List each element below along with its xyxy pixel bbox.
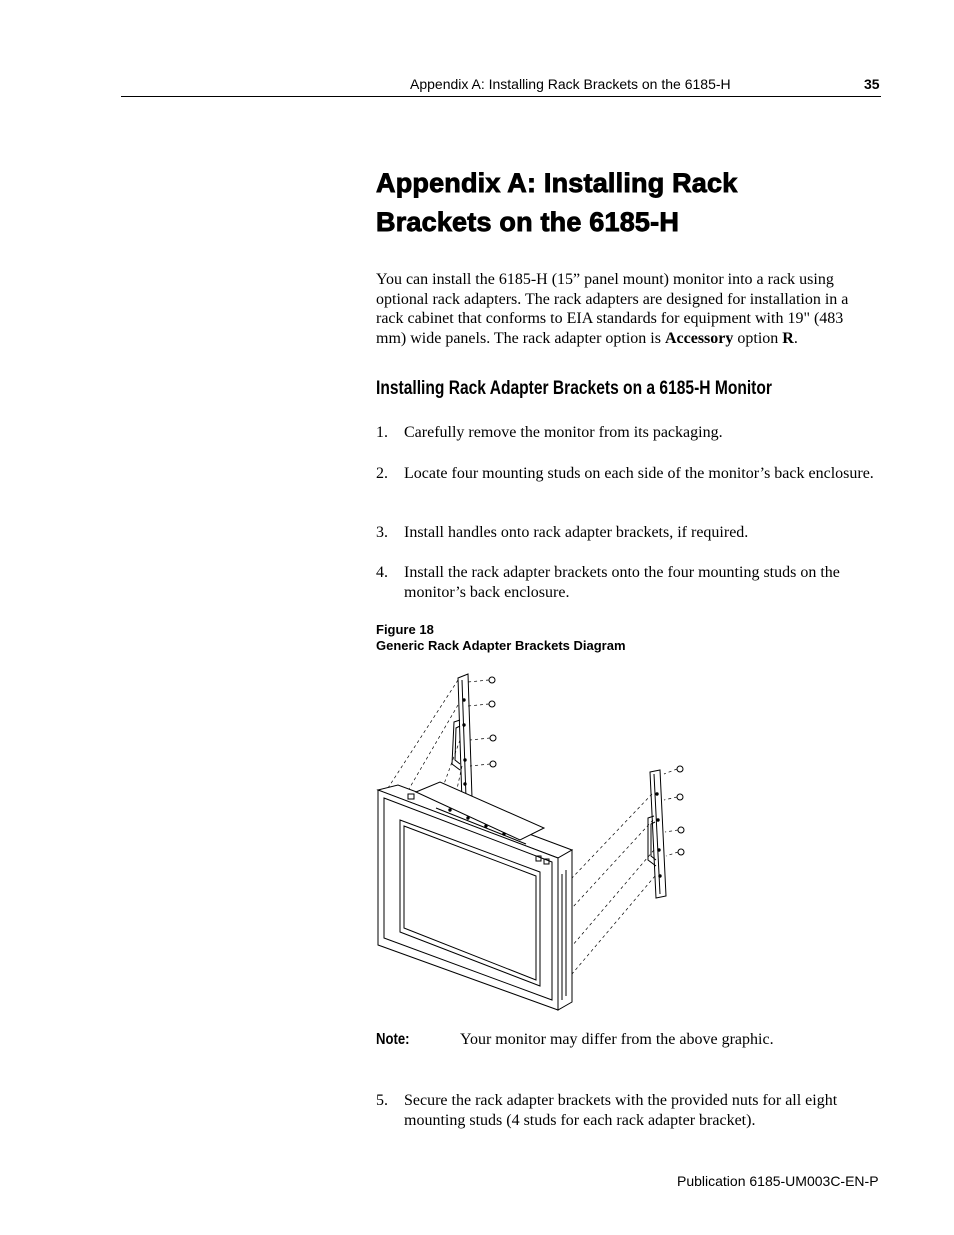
page-title <box>376 164 896 242</box>
step-number: 4. <box>376 564 388 581</box>
left-nuts <box>489 677 496 767</box>
step-number: 5. <box>376 1092 388 1109</box>
step-5 <box>376 1091 881 1130</box>
rack-bracket-diagram <box>376 670 696 1015</box>
step-text: Install handles onto rack adapter brackets, if required. <box>404 524 749 541</box>
section-heading: Installing Rack Adapter Brackets on a 6185-H Monitor <box>376 378 772 399</box>
step-1 <box>376 423 881 443</box>
step-3 <box>376 523 881 543</box>
step-number: 1. <box>376 424 388 441</box>
right-nuts <box>677 766 684 855</box>
step-4 <box>376 563 881 602</box>
right-rack-bracket <box>648 770 666 898</box>
running-header: Appendix A: Installing Rack Brackets on the 6185-H <box>410 76 731 92</box>
figure-number: Figure 18 <box>376 622 434 637</box>
page-number: 35 <box>864 76 880 92</box>
left-rack-bracket <box>452 674 472 802</box>
step-2 <box>376 464 881 484</box>
intro-paragraph <box>376 270 876 348</box>
step-text: Carefully remove the monitor from its packaging. <box>404 424 723 441</box>
header-rule <box>121 96 881 97</box>
intro-text: You can install the 6185-H (15” panel mount) monitor into a rack using optional rack adapters. The rack adapters are designed for installation in a rack cabinet that conforms to EIA standards for equipment with 19" (483 mm) wide panels. The rack adapter option is <box>376 271 849 347</box>
figure-caption: Generic Rack Adapter Brackets Diagram <box>376 638 626 653</box>
step-number: 2. <box>376 465 388 482</box>
monitor <box>378 782 572 1010</box>
page-title-line-1: Appendix A: Installing Rack <box>376 168 738 198</box>
intro-text-middle: option <box>733 329 783 347</box>
note-label: Note: <box>376 1031 410 1048</box>
step-text: Install the rack adapter brackets onto the four mounting studs on the monitor’s back enclosure. <box>404 564 840 601</box>
page-title-line-2: Brackets on the 6185-H <box>376 207 680 237</box>
step-text: Locate four mounting studs on each side of the monitor’s back enclosure. <box>404 465 874 482</box>
step-text: Secure the rack adapter brackets with the provided nuts for all eight mounting studs (4 studs for each rack adapter bracket). <box>404 1092 838 1129</box>
figure-label <box>376 622 626 654</box>
publication-footer: Publication 6185-UM003C-EN-P <box>677 1173 879 1189</box>
intro-text-end: . <box>793 329 798 347</box>
note-text: Your monitor may differ from the above graphic. <box>460 1031 774 1048</box>
intro-accessory-term: Accessory <box>664 329 734 347</box>
step-number: 3. <box>376 524 388 541</box>
intro-option-letter: R <box>782 329 794 347</box>
